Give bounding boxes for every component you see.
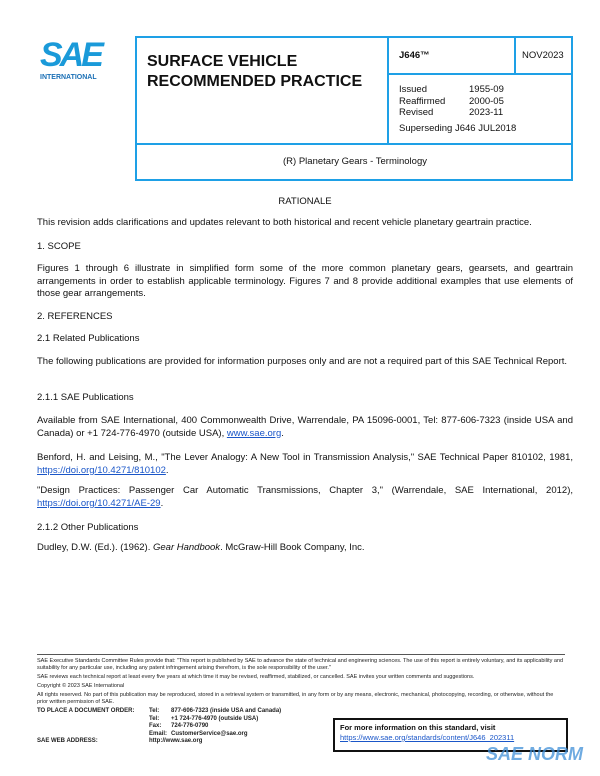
ref2-link[interactable]: https://doi.org/10.4271/AE-29 <box>37 497 161 509</box>
footer: SAE Executive Standards Committee Rules provide that: "This report is published by SAE to advance the state of technical and engineering sciences. The use of this report is entirely voluntary, and its applicability and suitability for any particular use, including any patent infringement arising therefrom, is the sole responsibility of the user." SAE reviews each technical report at least every five years at which time it may be revised, reaffirmed, stabilized, or cancelled. SAE invites your written comments and suggestions. Copyright © 2023 SAE International All rights reserved. No part of this publication may be reproduced, stored in a retrieval system or transmitted, in any form or by any means, electronic, mechanical, photocopying, recording, or otherwise, without the prior written permission of SAE. TO PLACE A DOCUMENT ORDER: Tel: 877-606-7323 (inside USA and Canada) Tel: +1 724-776-4970 (outside USA) Fax: 724-776-0790 Email: CustomerService@sae.org SAE WEB ADDRESS: http://www.sae.org <box>37 654 565 748</box>
sae-link[interactable]: www.sae.org <box>226 427 282 439</box>
more-info-box: For more information on this standard, visit https://www.sae.org/standards/content/J646_202311 <box>333 718 568 752</box>
related-heading: 2.1 Related Publications <box>37 333 140 344</box>
other-pubs-heading: 2.1.2 Other Publications <box>37 522 139 533</box>
history: Issued 1955-09 Reaffirmed 2000-05 Revised 2023-11 <box>399 84 504 118</box>
reference-1: Benford, H. and Leising, M., "The Lever Analogy: A New Tool in Transmission Analysis," SAE Technical Paper 810102, 1981, https://doi.org/10.4271/810102. <box>37 452 573 476</box>
rationale-text: This revision adds clarifications and updates relevant to both historical and recent vehicle planetary geartrain practice. <box>37 217 532 228</box>
standard-link[interactable]: https://www.sae.org/standards/content/J646_202311 <box>340 733 515 742</box>
ref1-link[interactable]: https://doi.org/10.4271/810102 <box>37 464 166 476</box>
sae-pubs-heading: 2.1.1 SAE Publications <box>37 392 134 403</box>
document-title: (R) Planetary Gears - Terminology <box>283 156 427 167</box>
document-type: SURFACE VEHICLE RECOMMENDED PRACTICE <box>147 53 363 90</box>
related-text: The following publications are provided for information purposes only and are not a required part of this SAE Technical Report. <box>37 356 568 367</box>
sae-logo: SAE INTERNATIONAL <box>40 36 101 81</box>
document-header-box <box>135 36 573 181</box>
order-info: TO PLACE A DOCUMENT ORDER: Tel: 877-606-7323 (inside USA and Canada) Tel: +1 724-776-4970 (outside USA) Fax: 724-776-0790 Email: CustomerService@sae.org SAE WEB ADDRESS: http://www.sae.org <box>37 708 282 744</box>
reference-3: Dudley, D.W. (Ed.). (1962). Gear Handbook. McGraw-Hill Book Company, Inc. <box>37 542 365 553</box>
watermark: SAE NORM <box>486 744 584 764</box>
doc-number: J646™ <box>399 50 430 61</box>
superseding: Superseding J646 JUL2018 <box>399 123 517 134</box>
scope-heading: 1. SCOPE <box>37 241 81 252</box>
reference-2: "Design Practices: Passenger Car Automatic Transmissions, Chapter 3," (Warrendale, SAE International, 2012), https://doi.org/10.4271/AE-29. <box>37 485 573 509</box>
rationale-heading: RATIONALE <box>278 196 332 207</box>
references-heading: 2. REFERENCES <box>37 311 113 322</box>
scope-text: Figures 1 through 6 illustrate in simplified form some of the more common planetary gears, gearsets, and geartrain arrangements in order to establish applicable terminology. Figures 7 and 8 provide additional examples that use elements of those gear arrangements. <box>37 263 573 299</box>
sae-pubs-text: Available from SAE International, 400 Commonwealth Drive, Warrendale, PA 15096-0001, Tel: 877-606-7323 (inside USA and Canada) or +1 724-776-4970 (outside USA), www.sae.org. <box>37 415 573 439</box>
doc-date: NOV2023 <box>522 50 564 61</box>
